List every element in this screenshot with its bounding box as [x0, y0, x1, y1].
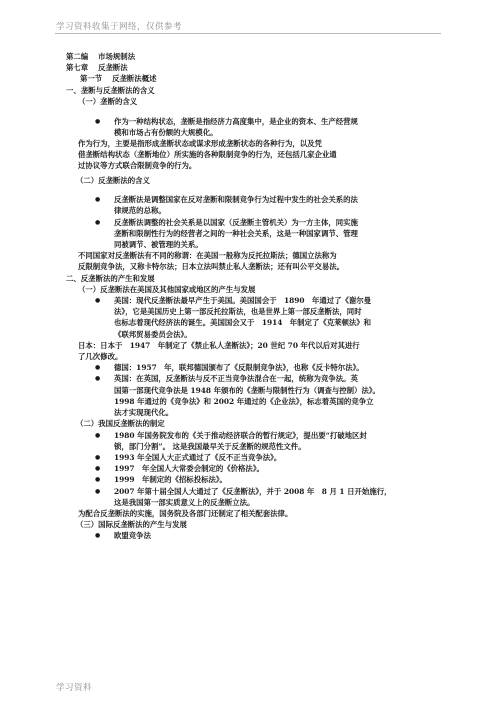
paragraph-line: 作为行为，主要是指形成垄断状态或谋求形成垄断状态的各种行为，以及凭 — [78, 138, 322, 148]
bullet-continuation: 也标志着现代经济法的诞生。美国国会又于 1914 年制定了《克莱顿法》和 — [114, 318, 372, 328]
bullet-item: ● 1999 年制定的《招标投标法》。 — [66, 474, 436, 485]
bullet-item: ● 1993 年全国人大正式通过了《反不正当竞争法》。 — [66, 452, 436, 463]
bullet-continuation: 同被调节、被管理的关系。 — [114, 240, 203, 250]
heading-level2: （三）国际反垄断法的产生与发展 — [76, 520, 187, 530]
bullet-item: ● 德国：1957 年，联邦德国颁布了《反限制竞争法》，也称《反卡特尔法》。 — [66, 362, 436, 373]
bullet-continuation: 法》，它是美国历史上第一部反托拉斯法，也是世界上第一部反垄断法，同时 — [114, 307, 362, 317]
heading-level1: 一、垄断与反垄断法的含义 — [66, 85, 155, 95]
heading-level1: 二、反垄断法的产生和发展 — [66, 273, 155, 283]
paragraph-line: 不同国家对反垄断法有不同的称谓：在美国一般称为反托拉斯法；德国立法称为 — [78, 251, 337, 261]
paragraph-line: 反限制竞争法，又称卡特尔法；日本立法叫禁止私人垄断法；还有叫公平交易法。 — [78, 262, 345, 272]
bullet-continuation: 垄断和限制性行为的经营者之间的一种社会关系，这是一种国家调节、管理 — [114, 228, 358, 238]
page-header-text: 学习资料收集于网络，仅供参考 — [56, 22, 183, 32]
bullet-item: ● 美国：现代反垄断法最早产生于美国。美国国会于 1890 年通过了《谢尔曼 — [66, 295, 436, 306]
bullet-continuation: 律规范的总称。 — [114, 206, 166, 216]
bullet-continuation: 1998 年通过的《竞争法》和 2002 年通过的《企业法》，标志着英国的竞争立 — [114, 396, 374, 406]
chapter-heading: 第七章 反垄断法 — [66, 63, 128, 73]
bullet-item: ● 反垄断法是调整国家在反对垄断和限制竞争行为过程中发生的社会关系的法 — [66, 194, 436, 205]
bullet-continuation: 这是我国第一部实质意义上的反垄断立法。 — [114, 497, 255, 507]
bullet-item: ● 2007 年第十届全国人大通过了《反垄断法》，并于 2008 年 8 月 1 日开始施行， — [66, 486, 436, 497]
bullet-item: ● 1980 年国务院发布的《关于推动经济联合的暂行规定》，提出要“打破地区封 — [66, 430, 436, 441]
bullet-item: ● 欧盟竞争法 — [66, 530, 436, 541]
paragraph-line: 日本：日本于 1947 年制定了《禁止私人垄断法》；20 世纪 70 年代以后对其进行 — [78, 340, 360, 350]
bullet-continuation: 国第一部现代竞争法是 1948 年颁布的《垄断与限制性行为（调查与控制）法》。 — [114, 385, 380, 395]
heading-level2: （一）反垄断法在美国及其他国家或地区的产生与发展 — [78, 284, 256, 294]
bullet-item: ● 作为一种结构状态，垄断是指经济力高度集中，是企业的资本、生产经营规 — [66, 116, 436, 127]
heading-level2: （一）垄断的含义 — [78, 96, 138, 106]
bullet-continuation: 模和市场占有份额的大规模化。 — [114, 127, 218, 137]
paragraph-line: 了几次修改。 — [78, 352, 123, 362]
page-footer-text: 学习资料 — [56, 683, 93, 693]
bullet-item: ● 1997 年全国人大常委会制定的《价格法》。 — [66, 463, 436, 474]
document-body — [66, 51, 436, 542]
paragraph-line: 过协议等方式联合限制竞争的行为。 — [78, 161, 197, 171]
paragraph-line: 借垄断结构状态（垄断地位）所实施的各种限制竞争的行为，还包括几家企业通 — [78, 150, 337, 160]
bullet-continuation: 锁，部门分割”。 这是我国最早关于反垄断的规范性文件。 — [114, 441, 306, 451]
part-heading: 第二编 市场规制法 — [66, 52, 136, 61]
header-divider — [55, 33, 441, 34]
paragraph-line: 为配合反垄断法的实施，国务院及各部门还制定了相关配套法律。 — [78, 508, 293, 518]
heading-level2: （二）我国反垄断法的制定 — [76, 419, 165, 429]
bullet-item: ● 反垄断法调整的社会关系是以国家（反垄断主管机关）为一方主体，同实施 — [66, 217, 436, 228]
bullet-continuation: 《联邦贸易委员会法》。 — [114, 329, 192, 339]
bullet-continuation: 法才实现现代化。 — [114, 408, 174, 418]
bullet-item: ● 英国：在英国，反垄断法与反不正当竞争法混合在一起，统称为竞争法。英 — [66, 373, 436, 384]
section-heading: 第一节 反垄断法概述 — [80, 74, 157, 84]
heading-level2: （二）反垄断法的含义 — [76, 175, 150, 185]
